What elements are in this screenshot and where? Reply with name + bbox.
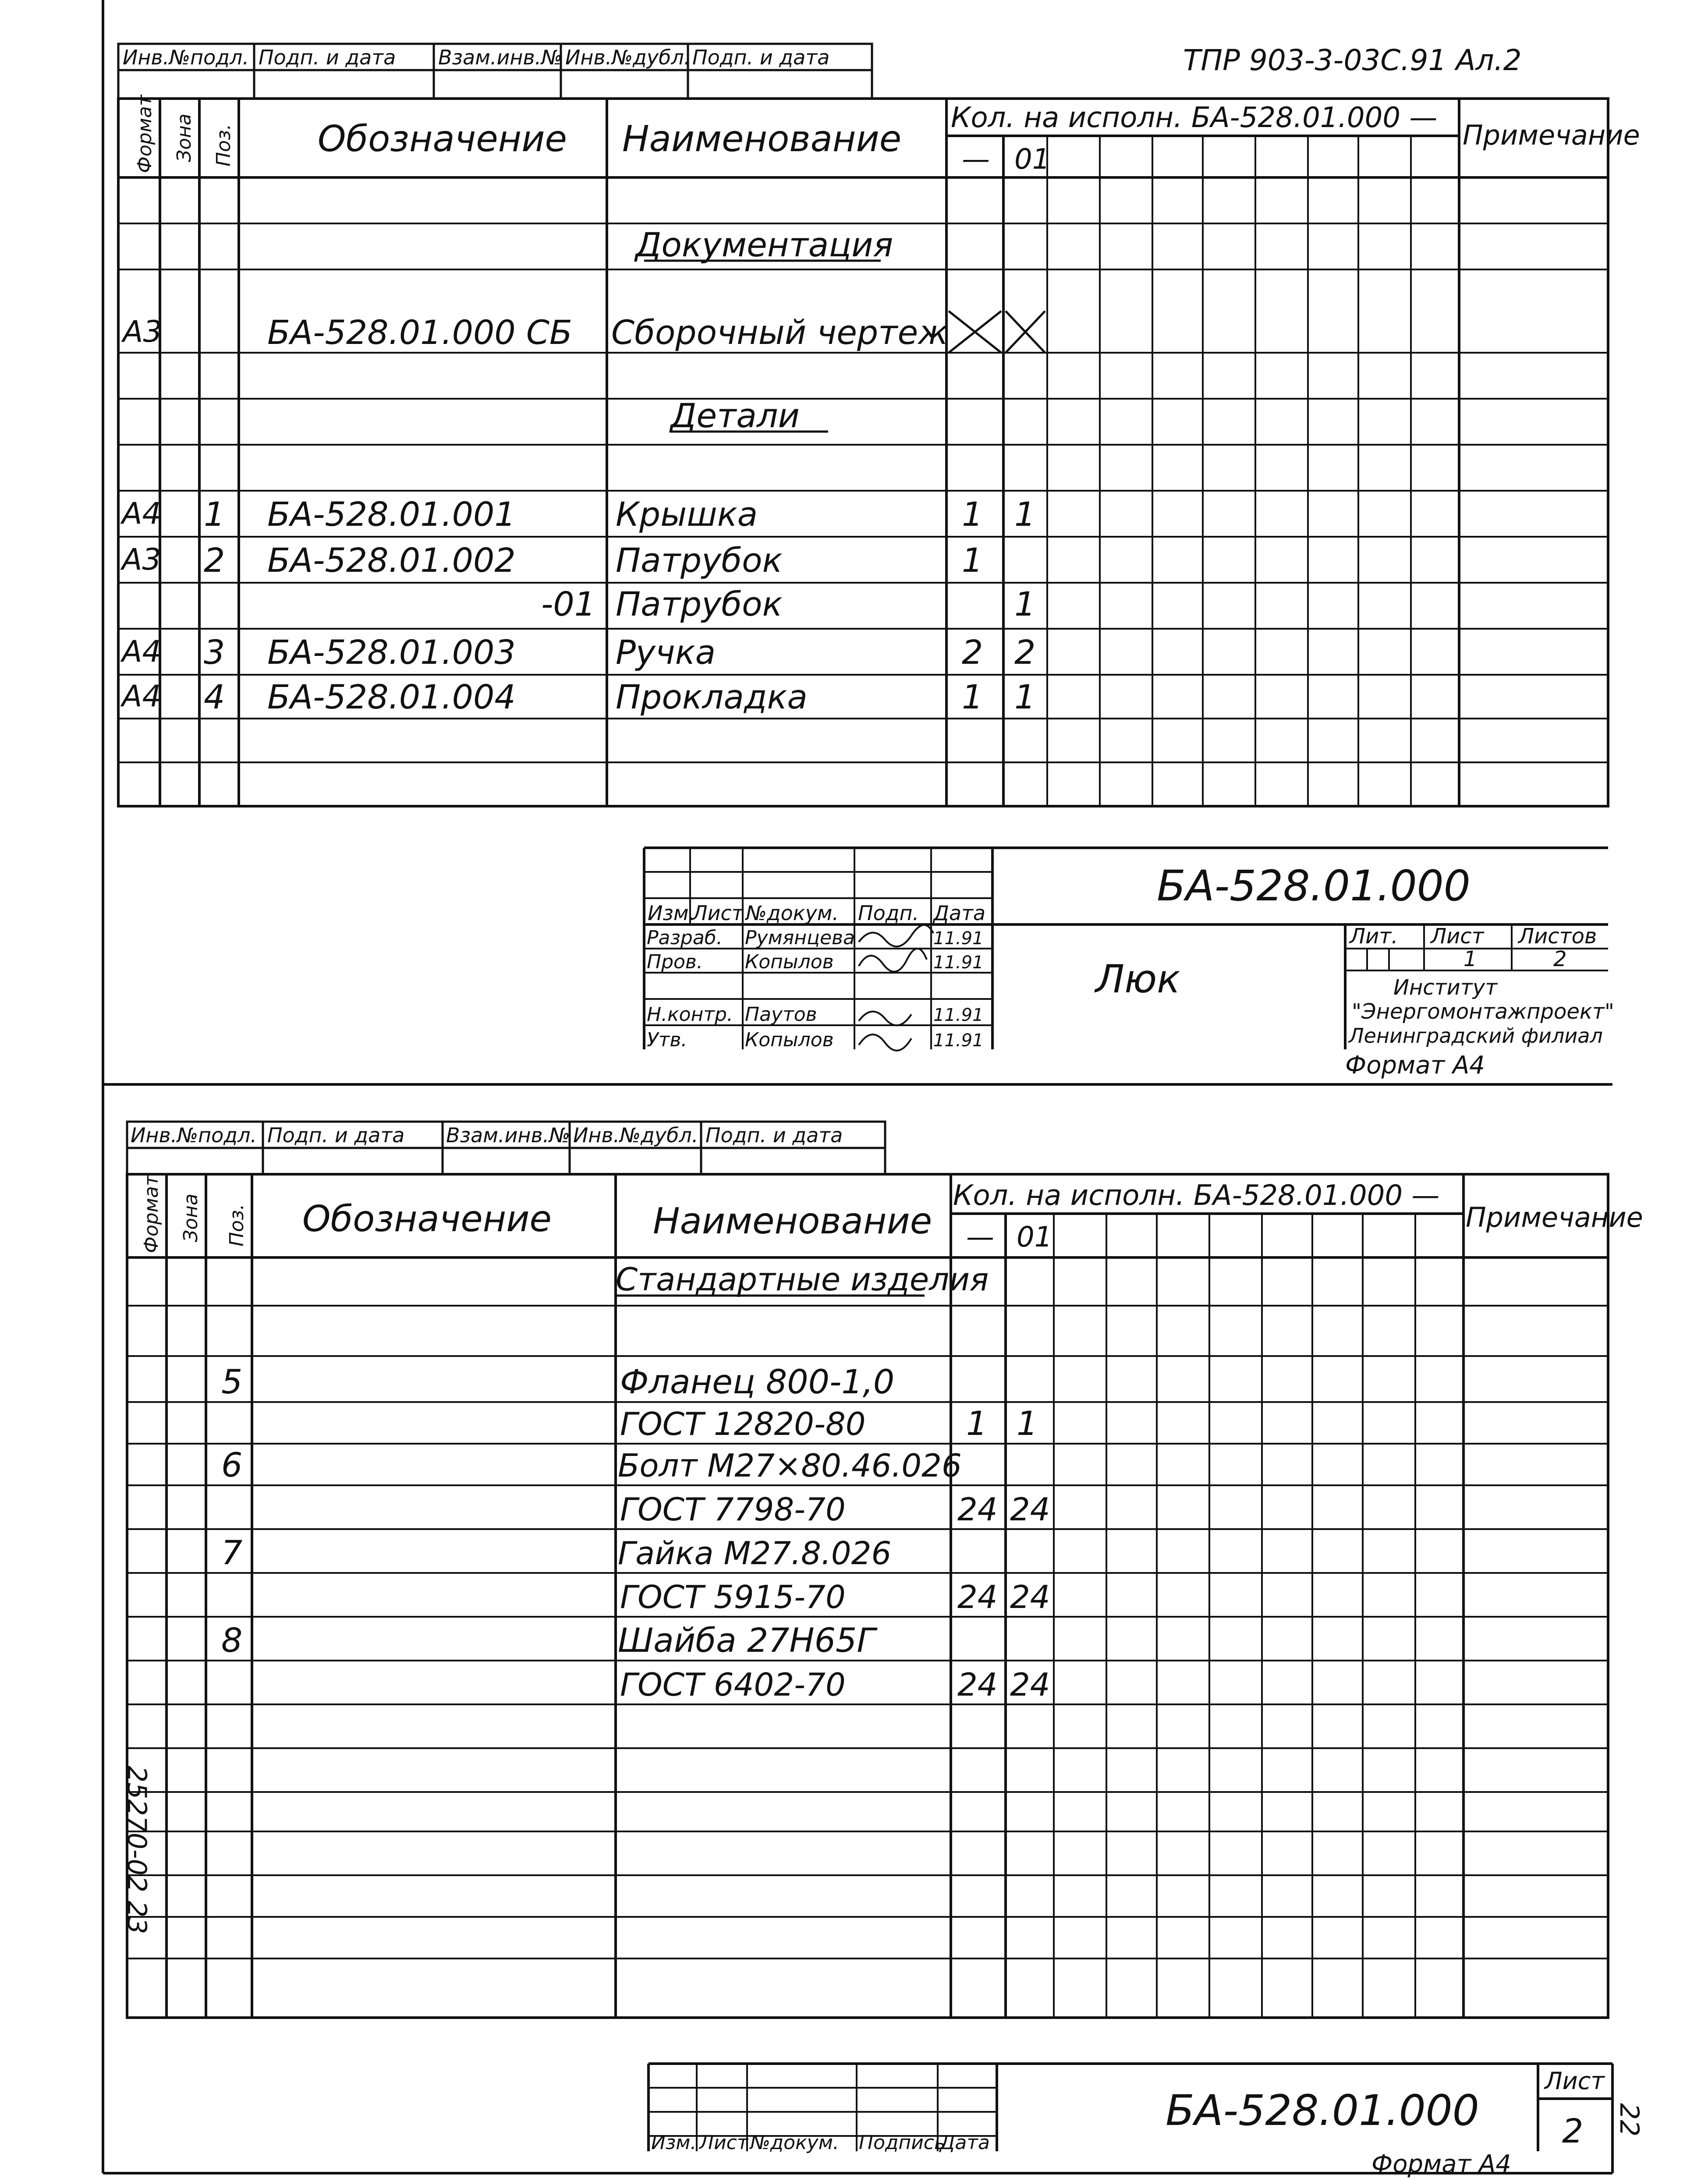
sheets-label: Листов: [1518, 924, 1597, 949]
page-number: 22: [1614, 2103, 1644, 2137]
table-row: [120, 541, 983, 580]
cell-qty: 1: [1014, 584, 1036, 623]
table-row: [221, 1533, 891, 1572]
table-row: [221, 1362, 894, 1401]
cell-qty: 1: [962, 495, 983, 534]
cell-qty: 2: [962, 633, 983, 672]
table-row: [120, 677, 1035, 716]
title-col-label: Лист: [699, 2132, 748, 2154]
product-title: Люк: [1095, 956, 1180, 1002]
cell-name: ГОСТ 5915-70: [620, 1579, 846, 1615]
stamp-strip: [118, 44, 872, 99]
column-header-designation: Обозначение: [318, 118, 567, 160]
signer-role: Пров.: [647, 951, 703, 973]
cell-name: Патрубок: [616, 541, 783, 580]
column-header-note: Примечание: [1466, 1201, 1643, 1233]
title-col-label: Изм.: [648, 901, 695, 925]
title-col-label: Подпись: [859, 2132, 946, 2154]
signer-date: 11.91: [933, 1031, 984, 1051]
column-header-zone: Зона: [180, 1193, 202, 1242]
table-row: [221, 1621, 878, 1660]
signer-role: Разраб.: [647, 927, 723, 949]
title-col-label: Изм.: [651, 2132, 697, 2154]
column-header-note: Примечание: [1463, 119, 1640, 151]
column-header-format: Формат: [134, 95, 156, 173]
column-header-qty: Кол. на исполн. БА-528.01.000 —: [951, 102, 1438, 134]
cell-format: А3: [122, 542, 161, 577]
title-block-1: [644, 848, 1614, 1080]
cell-name: Фланец 800-1,0: [620, 1362, 895, 1401]
sheet-label: Лист: [1431, 924, 1484, 949]
section-heading: Документация: [635, 225, 893, 264]
sheet-label: Лист: [1545, 2067, 1605, 2095]
cell-designation: БА-528.01.003: [267, 633, 516, 672]
cell-format: А3: [123, 315, 162, 349]
cell-qty: 1: [1014, 495, 1036, 534]
table-row: [120, 633, 1035, 672]
table-row: [620, 1404, 1038, 1443]
title-col-label: №докум.: [746, 901, 839, 925]
cell-format: А4: [122, 496, 161, 531]
table-row: [221, 1445, 962, 1484]
cell-pos: 7: [221, 1533, 243, 1572]
cell-qty: 24: [957, 1579, 998, 1615]
table-row: [634, 225, 893, 264]
table-row: [669, 396, 828, 435]
spec-table-2: [127, 1174, 1643, 2018]
cell-qty: 1: [1017, 1404, 1038, 1443]
cell-format: А4: [122, 679, 161, 714]
cell-designation: -01: [541, 584, 596, 623]
stamp-label: Подп. и дата: [692, 46, 830, 69]
cell-name: Шайба 27Н65Г: [618, 1621, 875, 1660]
signer-name: Копылов: [745, 951, 834, 973]
sheet-1: [118, 43, 1640, 1080]
column-header-zone: Зона: [173, 113, 195, 162]
cell-designation: БА-528.01.002: [267, 541, 516, 580]
cell-pos: 8: [221, 1621, 243, 1660]
table-row: [541, 584, 1035, 623]
stamp-label: Инв.№дубл.: [565, 46, 691, 69]
cell-qty: 24: [957, 1491, 998, 1528]
cell-qty: 24: [1010, 1666, 1050, 1703]
table-row: [616, 1261, 989, 1298]
section-heading: Стандартные изделия: [616, 1261, 989, 1298]
table-row: [121, 311, 1045, 353]
title-col-label: Дата: [940, 2132, 990, 2154]
table-row: [620, 1491, 1050, 1528]
organization-line: Институт: [1393, 975, 1498, 1000]
qty-variant-01: 01: [1014, 143, 1050, 176]
column-header-format: Формат: [140, 1175, 163, 1253]
qty-variant-01: 01: [1017, 1221, 1052, 1254]
cell-designation: БА-528.01.001: [267, 495, 516, 534]
cell-pos: 3: [204, 633, 225, 672]
signature-scribbles: [859, 925, 933, 1051]
cell-name: Патрубок: [616, 584, 783, 623]
title-col-label: №докум.: [750, 2132, 839, 2154]
column-header-qty: Кол. на исполн. БА-528.01.000 —: [953, 1179, 1440, 1212]
stamp-label: Подп. и дата: [259, 46, 396, 69]
cell-qty: 24: [957, 1666, 998, 1703]
cell-qty: 1: [962, 677, 983, 716]
signer-role: Н.контр.: [647, 1003, 733, 1026]
organization-line: Ленинградский филиал: [1349, 1024, 1603, 1048]
cell-pos: 6: [221, 1445, 243, 1484]
cell-name: Сборочный чертеж: [611, 313, 948, 352]
signer-date: 11.91: [933, 1005, 984, 1025]
qty-variant-base: —: [962, 143, 990, 176]
column-header-name: Наименование: [653, 1201, 932, 1242]
sheet-2: [121, 1122, 1644, 2178]
title-block-2: [648, 2064, 1612, 2178]
cell-name: Прокладка: [616, 677, 808, 716]
column-header-designation: Обозначение: [302, 1198, 552, 1240]
stamp-label: Подп. и дата: [267, 1123, 405, 1147]
column-header-name: Наименование: [622, 118, 902, 160]
signer-name: Румянцева: [745, 927, 855, 949]
signer-name: Копылов: [745, 1029, 834, 1051]
table-row: [620, 1579, 1050, 1615]
cell-name: ГОСТ 12820-80: [620, 1406, 866, 1442]
cell-qty: 24: [1010, 1491, 1050, 1528]
cross-mark: [949, 311, 1045, 353]
cell-name: Ручка: [616, 633, 716, 672]
cell-name: Гайка М27.8.026: [618, 1535, 892, 1572]
spec-table-1: [118, 94, 1640, 806]
cell-designation: БА-528.01.004: [267, 677, 516, 716]
cell-pos: 1: [204, 495, 225, 534]
section-heading: Детали: [670, 396, 800, 435]
format-label: Формат А4: [1345, 1051, 1485, 1080]
table-row: [120, 495, 1035, 534]
document-number: БА-528.01.000: [1157, 861, 1471, 910]
header-reference: ТПР 903-3-03С.91 Ал.2: [1183, 43, 1522, 77]
sheet-value: 1: [1463, 947, 1477, 971]
cell-qty: 2: [1014, 633, 1036, 672]
cell-pos: 2: [204, 541, 225, 580]
stamp-label: Инв.№дубл.: [573, 1123, 698, 1147]
cell-qty: 1: [962, 541, 983, 580]
cell-name: Крышка: [616, 495, 758, 534]
cell-qty: 24: [1010, 1579, 1050, 1615]
document-number: БА-528.01.000: [1166, 2086, 1479, 2135]
lit-label: Лит.: [1350, 924, 1398, 949]
qty-variant-base: —: [966, 1221, 994, 1254]
stamp-label: Подп. и дата: [705, 1123, 843, 1147]
signer-date: 11.91: [933, 953, 984, 973]
title-col-label: Лист: [692, 901, 744, 925]
cell-pos: 5: [221, 1362, 243, 1401]
sheet-value: 2: [1562, 2111, 1584, 2150]
stamp-strip: [127, 1122, 885, 1174]
stamp-label: Взам.инв.№: [438, 46, 563, 69]
format-label: Формат А4: [1371, 2150, 1511, 2178]
stamp-label: Взам.инв.№: [446, 1123, 571, 1147]
column-header-pos: Поз.: [213, 124, 235, 166]
cell-name: ГОСТ 7798-70: [620, 1491, 846, 1528]
cell-designation: БА-528.01.000 СБ: [267, 313, 573, 352]
title-col-label: Дата: [933, 901, 986, 925]
stamp-label: Инв.№подл.: [123, 46, 249, 69]
table-row: [620, 1666, 1050, 1703]
title-col-label: Подп.: [858, 901, 919, 925]
cell-format: А4: [122, 634, 161, 669]
sheets-value: 2: [1553, 947, 1567, 971]
stamp-label: Инв.№подл.: [131, 1123, 257, 1147]
margin-archive-code: 25270-02 23: [121, 1766, 152, 1934]
signer-date: 11.91: [933, 928, 984, 949]
cell-name: ГОСТ 6402-70: [620, 1666, 846, 1703]
column-header-pos: Поз.: [226, 1204, 248, 1247]
cell-qty: 1: [966, 1404, 988, 1443]
signer-role: Утв.: [647, 1029, 687, 1051]
organization-line: "Энергомонтажпроект": [1352, 999, 1614, 1024]
signer-name: Паутов: [745, 1003, 817, 1026]
cell-name: Болт М27×80.46.026: [618, 1447, 962, 1484]
cell-qty: 1: [1014, 677, 1036, 716]
cell-pos: 4: [204, 677, 225, 716]
